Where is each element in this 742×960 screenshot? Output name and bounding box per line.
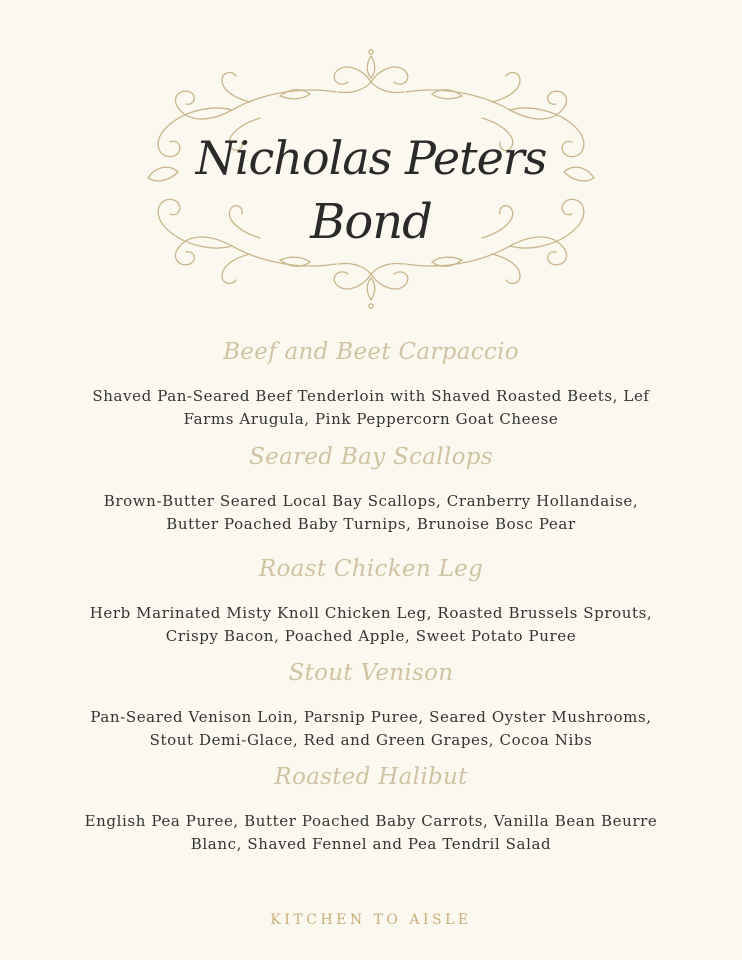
course-item [0, 335, 742, 431]
course-item [0, 656, 742, 752]
footer-brand: KITCHEN TO AISLE [270, 912, 472, 928]
course-description [0, 385, 742, 431]
course-description [0, 810, 742, 856]
course-description-line: English Pea Puree, Butter Poached Baby Carrots, Vanilla Bean Beurre [84, 812, 658, 830]
course-description-line: Shaved Pan-Seared Beef Tenderloin with Shaved Roasted Beets, Lef [92, 387, 650, 405]
course-description-line: Stout Demi-Glace, Red and Green Grapes, Cocoa Nibs [149, 731, 593, 749]
course-name: Roast Chicken Leg [258, 556, 484, 582]
course-name: Roasted Halibut [274, 764, 468, 790]
course-name: Seared Bay Scallops [249, 444, 493, 470]
course-description [0, 490, 742, 536]
course-description-line: Herb Marinated Misty Knoll Chicken Leg, Roasted Brussels Sprouts, [89, 604, 653, 622]
menu-title-name: Nicholas Peters [195, 131, 547, 185]
course-description-line: Farms Arugula, Pink Peppercorn Goat Cheese [183, 410, 559, 428]
course-description [0, 602, 742, 648]
course-description-line: Brown-Butter Seared Local Bay Scallops, Cranberry Hollandaise, [103, 492, 639, 510]
course-item [0, 440, 742, 536]
course-item [0, 760, 742, 856]
menu-title-surname: Bond [310, 194, 432, 250]
course-name: Beef and Beet Carpaccio [223, 339, 519, 365]
course-name: Stout Venison [288, 660, 454, 686]
course-description-line: Crispy Bacon, Poached Apple, Sweet Potato Puree [165, 627, 577, 645]
course-description-line: Butter Poached Baby Turnips, Brunoise Bosc Pear [166, 515, 576, 533]
course-description-line: Pan-Seared Venison Loin, Parsnip Puree, Seared Oyster Mushrooms, [90, 708, 652, 726]
course-description [0, 706, 742, 752]
course-description-line: Blanc, Shaved Fennel and Pea Tendril Salad [190, 835, 552, 853]
course-item [0, 552, 742, 648]
